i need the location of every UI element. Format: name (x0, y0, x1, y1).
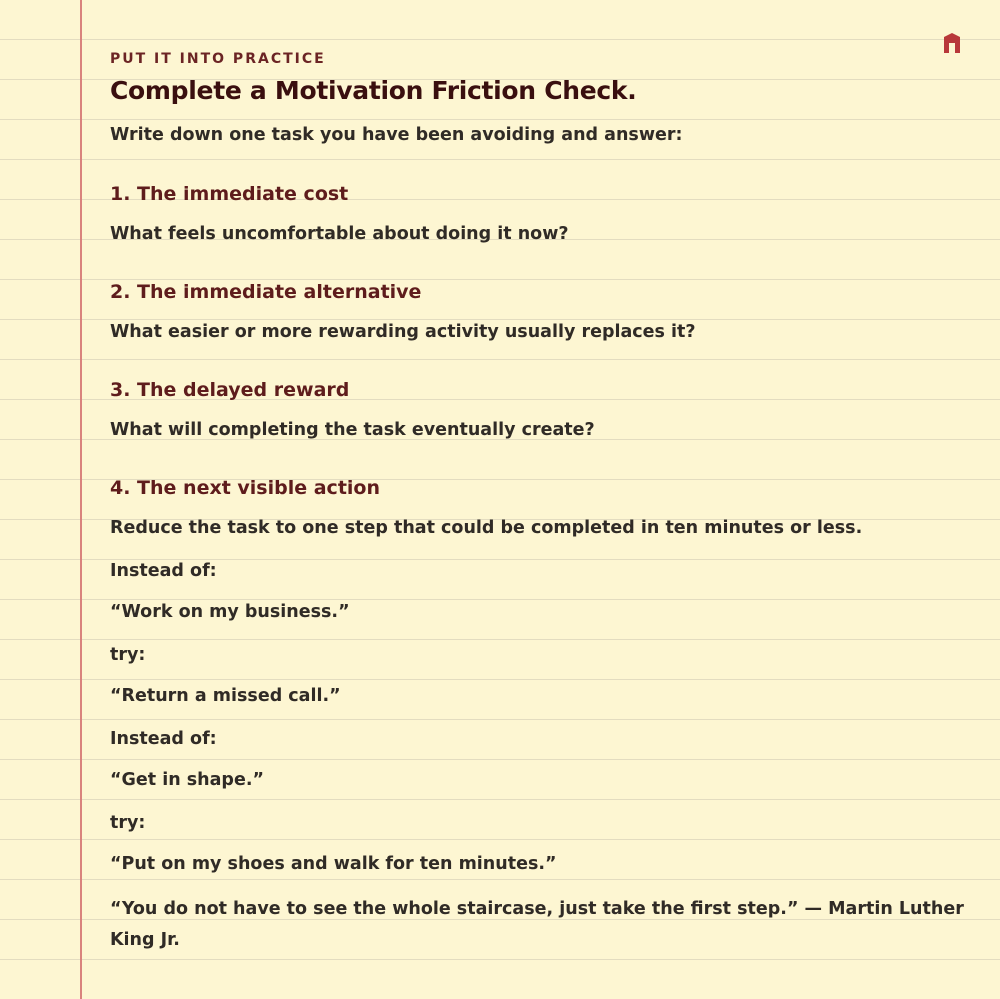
section-heading-immediate-cost: 1. The immediate cost (110, 183, 349, 205)
example-instead-label: Instead of: (110, 561, 217, 581)
example-specific-action: “Return a missed call.” (110, 686, 341, 706)
eyebrow-label: PUT IT INTO PRACTICE (110, 51, 326, 67)
section-question-immediate-alternative: What easier or more rewarding activity usually replaces it? (110, 322, 696, 342)
section-question-delayed-reward: What will completing the task eventually create? (110, 420, 595, 440)
example-vague-goal: “Get in shape.” (110, 770, 264, 790)
intro-text: Write down one task you have been avoiding and answer: (110, 125, 683, 145)
example-try-label: try: (110, 813, 146, 833)
section-heading-delayed-reward: 3. The delayed reward (110, 379, 350, 401)
shield-icon (942, 32, 962, 54)
example-try-label: try: (110, 645, 146, 665)
section-heading-immediate-alternative: 2. The immediate alternative (110, 281, 422, 303)
closing-quote: “You do not have to see the whole staircase, just take the first step.” — Martin Luther King Jr. (110, 899, 964, 950)
example-specific-action: “Put on my shoes and walk for ten minutes.” (110, 854, 557, 874)
page-title: Complete a Motivation Friction Check. (110, 76, 637, 105)
section-heading-next-visible-action: 4. The next visible action (110, 477, 380, 499)
example-instead-label: Instead of: (110, 729, 217, 749)
margin-line (80, 0, 82, 999)
section-question-next-visible-action: Reduce the task to one step that could be completed in ten minutes or less. (110, 518, 863, 538)
section-question-immediate-cost: What feels uncomfortable about doing it now? (110, 224, 569, 244)
example-vague-goal: “Work on my business.” (110, 602, 350, 622)
